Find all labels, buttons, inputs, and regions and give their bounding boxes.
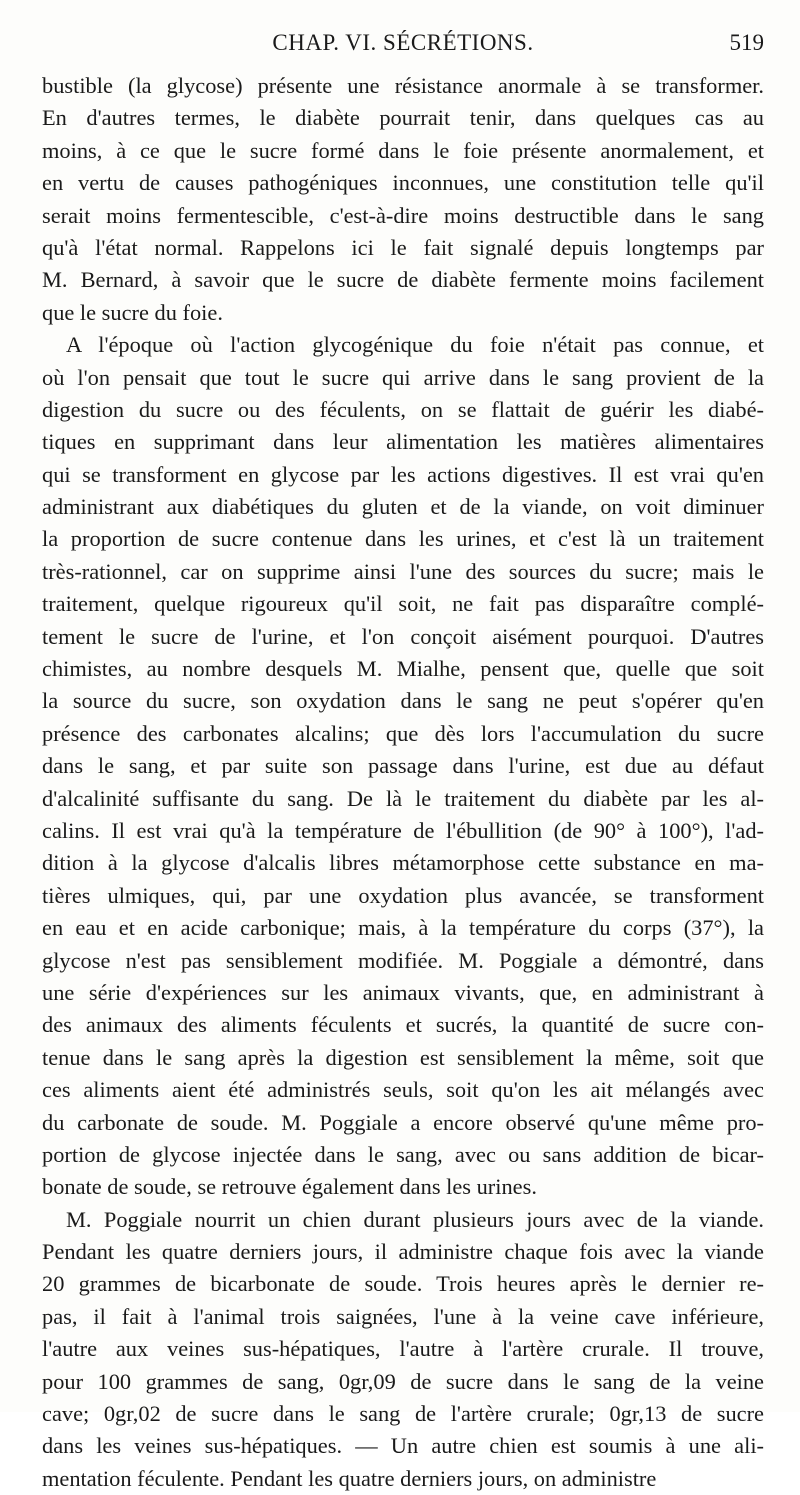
- text-line: qu'à l'état normal. Rappelons ici le fait signalé depuis longtemps par: [42, 234, 764, 260]
- text-line: dans le sang, et par suite son passage dans l'urine, est due au défaut: [42, 753, 764, 779]
- text-line: digestion du sucre ou des féculents, on se flattait de guérir les diabé-: [42, 396, 764, 422]
- body-text: [42, 70, 764, 1495]
- text-line: où l'on pensait que tout le sucre qui arrive dans le sang provient de la: [42, 364, 764, 390]
- text-line: la proportion de sucre contenue dans les urines, et c'est là un traitement: [42, 526, 764, 552]
- chapter-title: CHAP. VI. SÉCRÉTIONS.: [272, 30, 534, 55]
- text-line: que le sucre du foie.: [42, 299, 223, 325]
- text-line: dition à la glycose d'alcalis libres métamorphose cette substance en ma-: [42, 850, 764, 876]
- text-line: pour 100 grammes de sang, 0gr,09 de sucre dans le sang de la veine: [42, 1368, 764, 1394]
- paragraph: [42, 1204, 764, 1495]
- text-line: M. Poggiale nourrit un chien durant plusieurs jours avec de la viande.: [66, 1206, 764, 1232]
- page-number: 519: [729, 30, 764, 55]
- text-line: portion de glycose injectée dans le sang, avec ou sans addition de bicar-: [42, 1141, 764, 1167]
- text-line: présence des carbonates alcalins; que dès lors l'accumulation du sucre: [42, 720, 764, 746]
- text-line: en eau et en acide carbonique; mais, à la température du corps (37°), la: [42, 915, 764, 941]
- text-line: administrant aux diabétiques du gluten et de la viande, on voit diminuer: [42, 494, 764, 520]
- text-line: calins. Il est vrai qu'à la température de l'ébullition (de 90° à 100°), l'ad-: [42, 817, 764, 843]
- text-line: A l'époque où l'action glycogénique du foie n'était pas connue, et: [66, 332, 764, 358]
- text-line: bustible (la glycose) présente une résistance anormale à se transformer.: [42, 73, 764, 98]
- paragraph: [42, 329, 764, 1204]
- text-line: des animaux des aliments féculents et sucrés, la quantité de sucre con-: [42, 1012, 764, 1038]
- text-line: M. Bernard, à savoir que le sucre de diabète fermente moins facilement: [42, 267, 764, 293]
- text-line: mentation féculente. Pendant les quatre derniers jours, on administre: [42, 1465, 657, 1491]
- text-line: ces aliments aient été administrés seuls, soit qu'on les ait mélangés avec: [42, 1077, 764, 1103]
- text-line: dans les veines sus-hépatiques. — Un autre chien est soumis à une ali-: [42, 1433, 764, 1459]
- text-line: tières ulmiques, qui, par une oxydation plus avancée, se transforment: [42, 882, 764, 908]
- text-line: serait moins fermentescible, c'est-à-dire moins destructible dans le sang: [42, 202, 764, 228]
- text-line: chimistes, au nombre desquels M. Mialhe, pensent que, quelle que soit: [42, 656, 764, 682]
- text-line: glycose n'est pas sensiblement modifiée. M. Poggiale a démontré, dans: [42, 947, 764, 973]
- text-line: cave; 0gr,02 de sucre dans le sang de l'artère crurale; 0gr,13 de sucre: [42, 1401, 764, 1427]
- text-line: qui se transforment en glycose par les actions digestives. Il est vrai qu'en: [42, 461, 764, 487]
- text-line: du carbonate de soude. M. Poggiale a encore observé qu'une même pro-: [42, 1109, 764, 1135]
- text-line: tiques en supprimant dans leur alimentation les matières alimentaires: [42, 429, 764, 455]
- text-line: en vertu de causes pathogéniques inconnues, une constitution telle qu'il: [42, 170, 764, 196]
- text-line: En d'autres termes, le diabète pourrait tenir, dans quelques cas au: [42, 105, 764, 131]
- text-line: l'autre aux veines sus-hépatiques, l'autre à l'artère crurale. Il trouve,: [42, 1336, 764, 1362]
- text-line: bonate de soude, se retrouve également dans les urines.: [42, 1174, 537, 1200]
- text-line: très-rationnel, car on supprime ainsi l'une des sources du sucre; mais le: [42, 558, 764, 584]
- text-line: tement le sucre de l'urine, et l'on conçoit aisément pourquoi. D'autres: [42, 623, 764, 649]
- text-line: traitement, quelque rigoureux qu'il soit, ne fait pas disparaître complé-: [42, 591, 764, 617]
- paragraph: [42, 70, 764, 329]
- text-line: tenue dans le sang après la digestion est sensiblement la même, soit que: [42, 1044, 764, 1070]
- text-line: Pendant les quatre derniers jours, il administre chaque fois avec la viande: [42, 1239, 764, 1265]
- text-line: 20 grammes de bicarbonate de soude. Trois heures après le dernier re-: [42, 1271, 764, 1297]
- running-head: [42, 30, 764, 64]
- text-line: pas, il fait à l'animal trois saignées, l'une à la veine cave inférieure,: [42, 1303, 764, 1329]
- text-line: d'alcalinité suffisante du sang. De là le traitement du diabète par les al-: [42, 785, 764, 811]
- text-line: la source du sucre, son oxydation dans le sang ne peut s'opérer qu'en: [42, 688, 764, 714]
- text-line: moins, à ce que le sucre formé dans le foie présente anormalement, et: [42, 137, 764, 163]
- text-line: une série d'expériences sur les animaux vivants, que, en administrant à: [42, 979, 764, 1005]
